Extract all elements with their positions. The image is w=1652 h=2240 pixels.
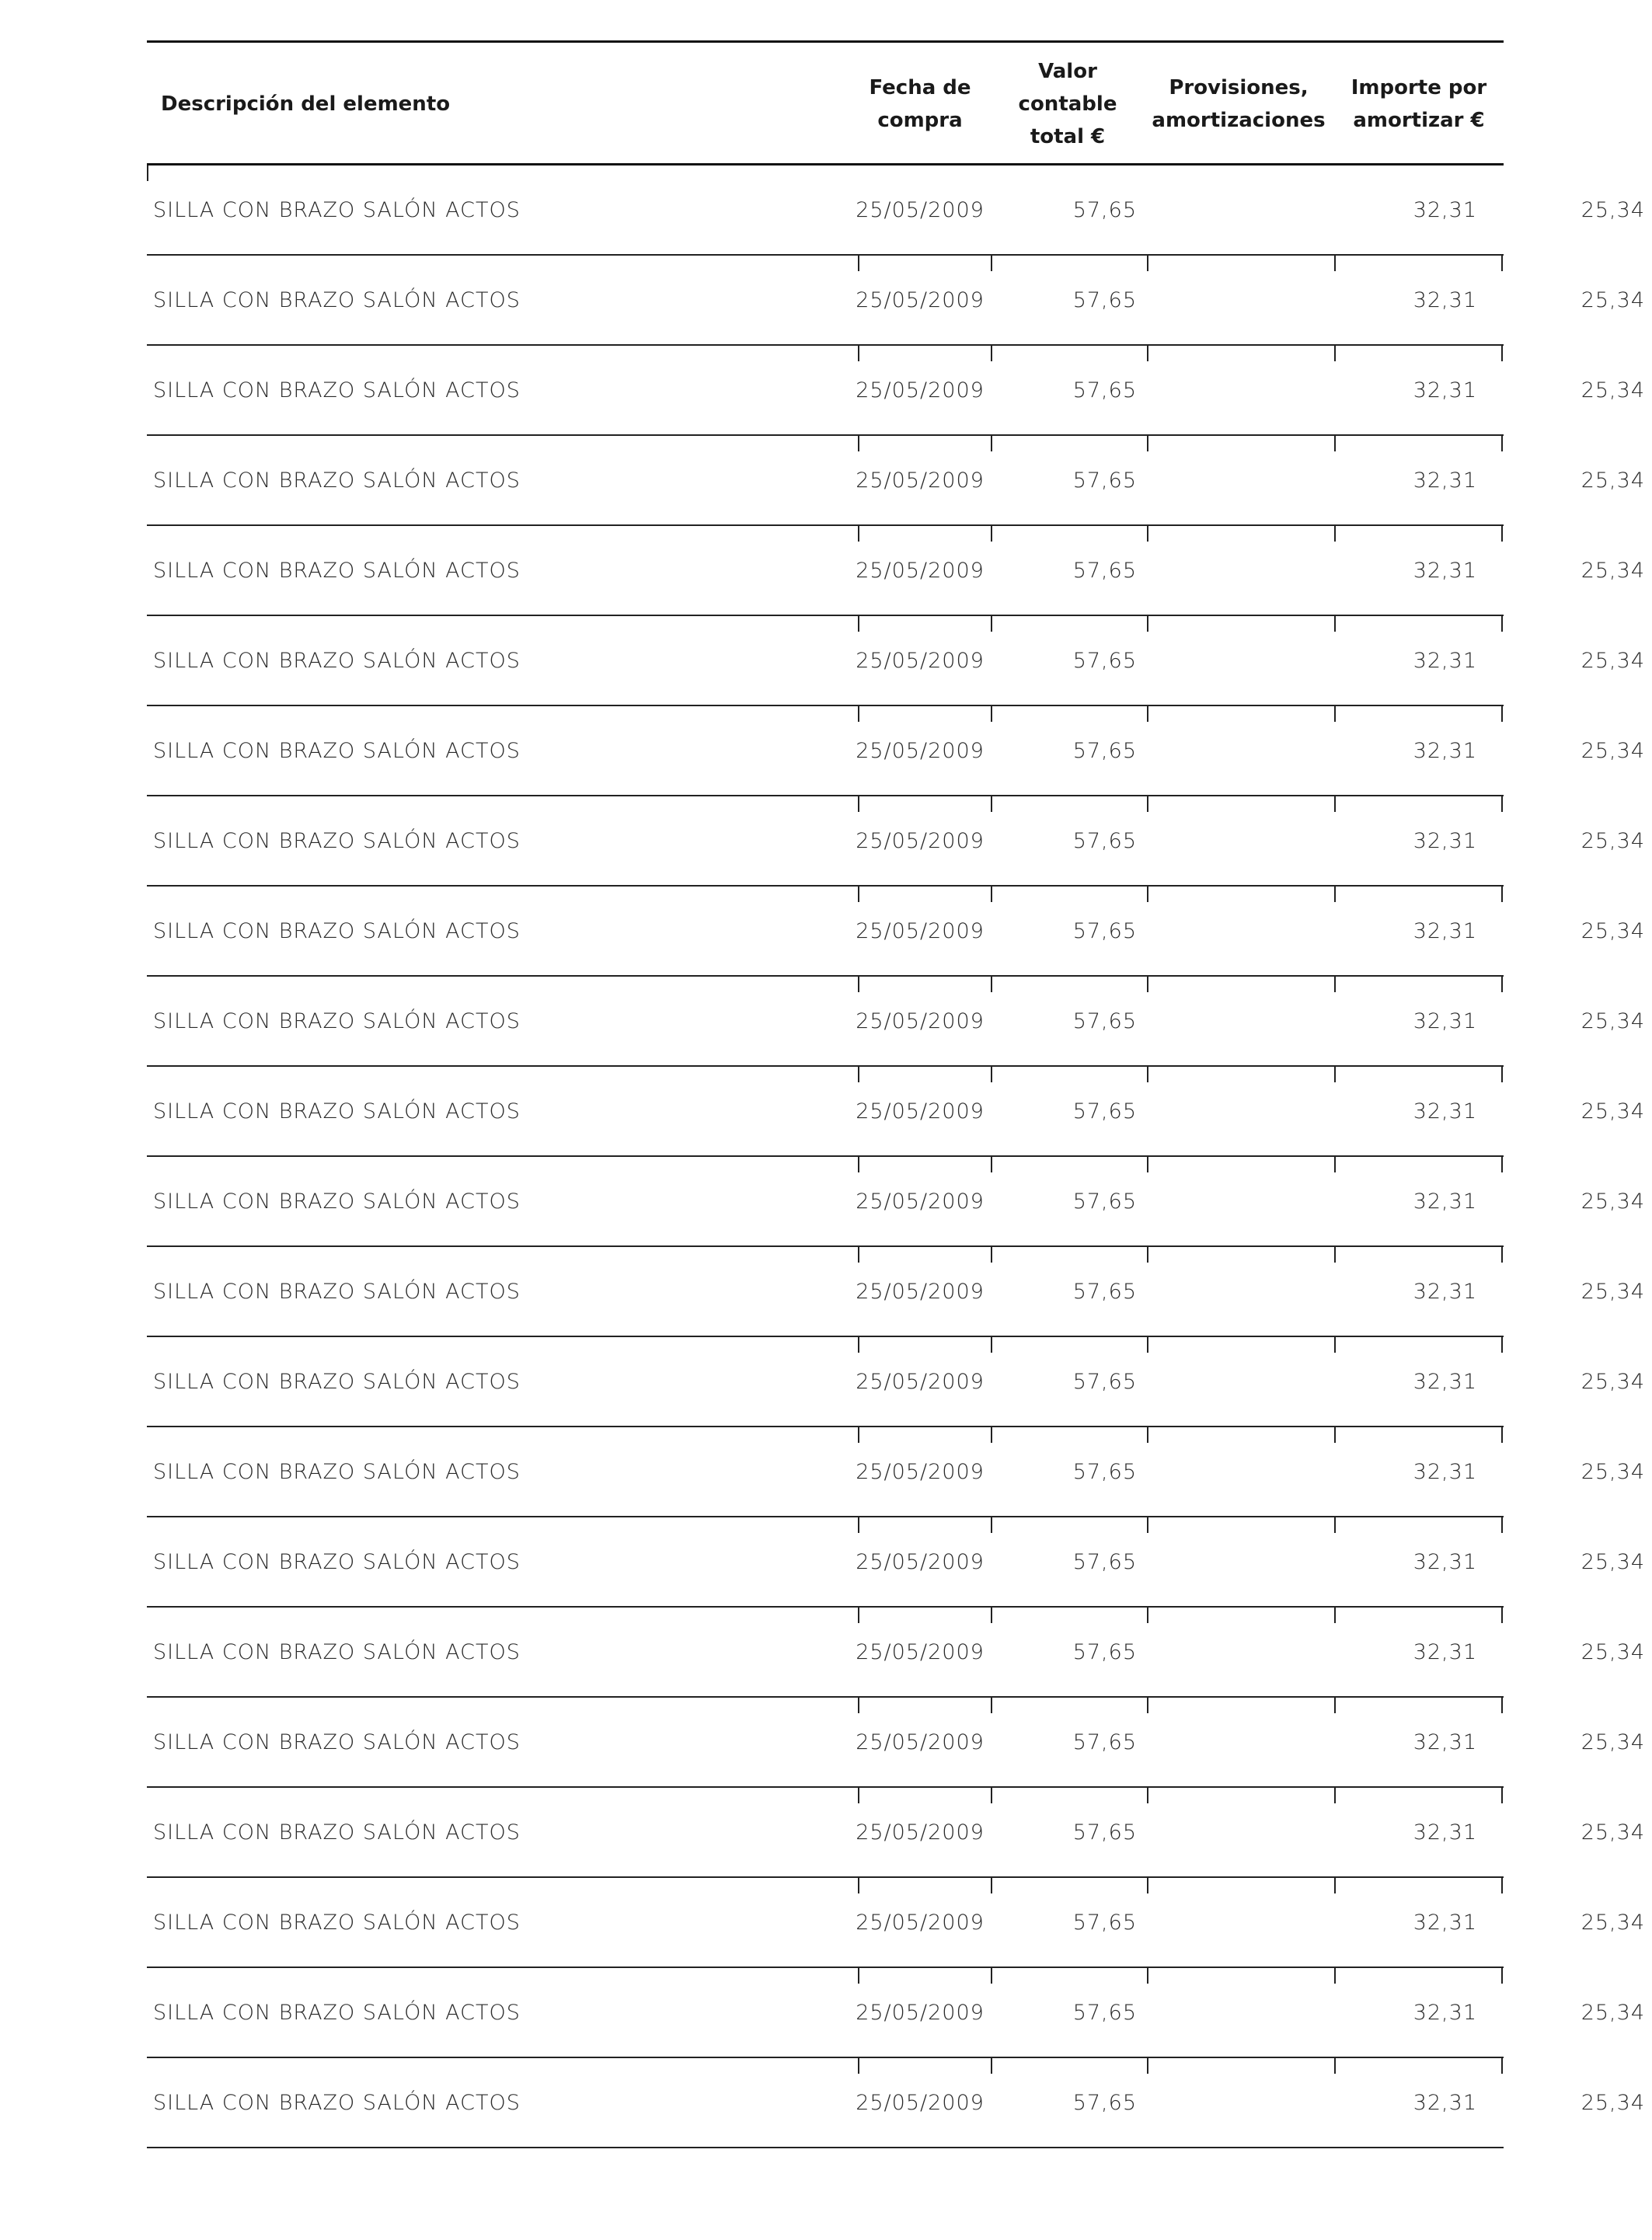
header-provisions <box>1149 43 1328 165</box>
table-row <box>147 1337 1645 1427</box>
column-separator-tick <box>991 2058 992 2074</box>
column-separator-tick <box>1147 1698 1148 1713</box>
cell-purchase-date: 25/05/2009 <box>856 468 985 493</box>
column-separator-tick <box>1334 256 1336 271</box>
cell-description: SILLA CON BRAZO SALÓN ACTOS <box>153 1820 521 1845</box>
cell-book-value: 57,65 <box>1072 2090 1137 2115</box>
column-separator-tick <box>858 1337 859 1353</box>
column-separator-tick <box>858 1878 859 1893</box>
column-separator-tick <box>991 526 992 542</box>
cell-purchase-date: 25/05/2009 <box>856 378 985 402</box>
column-separator-tick <box>1147 1878 1148 1893</box>
column-separator-tick <box>991 1067 992 1082</box>
cell-provisions: 32,31 <box>1413 378 1477 402</box>
cell-book-value: 57,65 <box>1072 738 1137 763</box>
column-separator-tick <box>1147 526 1148 542</box>
header-book-value <box>994 43 1141 165</box>
column-separator-tick <box>1147 1337 1148 1353</box>
column-separator-tick <box>1501 1517 1503 1533</box>
column-separator-tick <box>1334 1968 1336 1984</box>
cell-amount-to-amortize: 25,34 <box>1581 287 1645 312</box>
table-row <box>147 256 1645 346</box>
cell-book-value: 57,65 <box>1072 1369 1137 1394</box>
cell-provisions: 32,31 <box>1413 1189 1477 1214</box>
cell-provisions: 32,31 <box>1413 1730 1477 1754</box>
column-separator-tick <box>1334 1337 1336 1353</box>
cell-amount-to-amortize: 25,34 <box>1581 828 1645 853</box>
column-separator-tick <box>858 436 859 451</box>
column-separator-tick <box>1334 706 1336 722</box>
column-separator-tick <box>1147 1157 1148 1172</box>
cell-amount-to-amortize: 25,34 <box>1581 197 1645 222</box>
cell-purchase-date: 25/05/2009 <box>856 2090 985 2115</box>
cell-amount-to-amortize: 25,34 <box>1581 1910 1645 1935</box>
column-separator-tick <box>1334 1608 1336 1623</box>
column-separator-tick <box>1147 1067 1148 1082</box>
column-separator-tick <box>1147 1517 1148 1533</box>
column-separator-tick <box>1147 1247 1148 1263</box>
column-separator-tick <box>1334 1427 1336 1443</box>
asset-table <box>147 40 1645 2148</box>
column-separator-tick <box>1501 977 1503 992</box>
cell-provisions: 32,31 <box>1413 1549 1477 1574</box>
column-separator-tick <box>1501 526 1503 542</box>
cell-description: SILLA CON BRAZO SALÓN ACTOS <box>153 1459 521 1484</box>
cell-amount-to-amortize: 25,34 <box>1581 558 1645 583</box>
column-separator-tick <box>991 1608 992 1623</box>
table-row <box>147 887 1645 977</box>
cell-description: SILLA CON BRAZO SALÓN ACTOS <box>153 378 521 402</box>
header-amount-line2: amortizar € <box>1353 109 1485 132</box>
column-separator-tick <box>1147 1427 1148 1443</box>
cell-purchase-date: 25/05/2009 <box>856 648 985 673</box>
column-separator-tick <box>1501 1157 1503 1172</box>
cell-purchase-date: 25/05/2009 <box>856 2000 985 2025</box>
cell-book-value: 57,65 <box>1072 2000 1137 2025</box>
column-separator-tick <box>1147 2058 1148 2074</box>
table-header <box>147 40 1504 165</box>
cell-book-value: 57,65 <box>1072 1009 1137 1033</box>
cell-amount-to-amortize: 25,34 <box>1581 378 1645 402</box>
cell-provisions: 32,31 <box>1413 1910 1477 1935</box>
column-separator-tick <box>858 1157 859 1172</box>
column-separator-tick <box>1501 1878 1503 1893</box>
cell-description: SILLA CON BRAZO SALÓN ACTOS <box>153 197 521 222</box>
column-separator-tick <box>991 706 992 722</box>
cell-description: SILLA CON BRAZO SALÓN ACTOS <box>153 1099 521 1123</box>
column-separator-tick <box>1501 1608 1503 1623</box>
cell-amount-to-amortize: 25,34 <box>1581 1099 1645 1123</box>
cell-book-value: 57,65 <box>1072 378 1137 402</box>
column-separator-tick <box>858 1067 859 1082</box>
cell-book-value: 57,65 <box>1072 197 1137 222</box>
table-row <box>147 346 1645 436</box>
cell-description: SILLA CON BRAZO SALÓN ACTOS <box>153 1549 521 1574</box>
cell-description: SILLA CON BRAZO SALÓN ACTOS <box>153 1639 521 1664</box>
table-row <box>147 796 1645 887</box>
cell-book-value: 57,65 <box>1072 558 1137 583</box>
column-separator-tick <box>1501 1698 1503 1713</box>
cell-book-value: 57,65 <box>1072 828 1137 853</box>
column-separator-tick <box>1501 616 1503 632</box>
column-separator-tick <box>1147 887 1148 902</box>
cell-amount-to-amortize: 25,34 <box>1581 1459 1645 1484</box>
cell-purchase-date: 25/05/2009 <box>856 1369 985 1394</box>
cell-purchase-date: 25/05/2009 <box>856 1189 985 1214</box>
cell-amount-to-amortize: 25,34 <box>1581 1730 1645 1754</box>
column-separator-tick <box>1501 796 1503 812</box>
cell-book-value: 57,65 <box>1072 1099 1137 1123</box>
cell-description: SILLA CON BRAZO SALÓN ACTOS <box>153 1910 521 1935</box>
cell-book-value: 57,65 <box>1072 468 1137 493</box>
cell-description: SILLA CON BRAZO SALÓN ACTOS <box>153 287 521 312</box>
column-separator-tick <box>1334 1157 1336 1172</box>
cell-provisions: 32,31 <box>1413 287 1477 312</box>
column-separator-tick <box>991 346 992 361</box>
cell-provisions: 32,31 <box>1413 918 1477 943</box>
cell-provisions: 32,31 <box>1413 2090 1477 2115</box>
table-row <box>147 436 1645 526</box>
column-separator-tick <box>1334 346 1336 361</box>
cell-provisions: 32,31 <box>1413 738 1477 763</box>
column-separator-tick <box>991 1968 992 1984</box>
cell-amount-to-amortize: 25,34 <box>1581 2000 1645 2025</box>
cell-provisions: 32,31 <box>1413 2000 1477 2025</box>
cell-provisions: 32,31 <box>1413 1369 1477 1394</box>
cell-book-value: 57,65 <box>1072 1279 1137 1304</box>
column-separator-tick <box>858 1788 859 1803</box>
column-separator-tick <box>858 1698 859 1713</box>
column-separator-tick <box>991 616 992 632</box>
column-separator-tick <box>858 977 859 992</box>
column-separator-tick <box>991 1878 992 1893</box>
column-separator-tick <box>991 1517 992 1533</box>
cell-purchase-date: 25/05/2009 <box>856 1279 985 1304</box>
header-book-value-line2: contable <box>1018 92 1117 116</box>
column-separator-tick <box>1147 1608 1148 1623</box>
cell-book-value: 57,65 <box>1072 648 1137 673</box>
cell-purchase-date: 25/05/2009 <box>856 828 985 853</box>
table-row <box>147 1878 1645 1968</box>
column-separator-tick <box>991 436 992 451</box>
cell-purchase-date: 25/05/2009 <box>856 558 985 583</box>
table-body <box>147 165 1645 2148</box>
column-separator-tick <box>1501 1427 1503 1443</box>
column-separator-tick <box>1334 1247 1336 1263</box>
cell-purchase-date: 25/05/2009 <box>856 1009 985 1033</box>
column-separator-tick <box>1147 256 1148 271</box>
column-separator-tick <box>1501 887 1503 902</box>
header-provisions-line2: amortizaciones <box>1152 109 1326 132</box>
column-separator-tick <box>1147 436 1148 451</box>
column-separator-tick <box>858 2058 859 2074</box>
cell-description: SILLA CON BRAZO SALÓN ACTOS <box>153 2000 521 2025</box>
column-separator-tick <box>1147 1968 1148 1984</box>
cell-description: SILLA CON BRAZO SALÓN ACTOS <box>153 1369 521 1394</box>
column-separator-tick <box>991 256 992 271</box>
cell-description: SILLA CON BRAZO SALÓN ACTOS <box>153 1730 521 1754</box>
cell-description: SILLA CON BRAZO SALÓN ACTOS <box>153 468 521 493</box>
cell-description: SILLA CON BRAZO SALÓN ACTOS <box>153 828 521 853</box>
cell-book-value: 57,65 <box>1072 1820 1137 1845</box>
cell-amount-to-amortize: 25,34 <box>1581 1820 1645 1845</box>
column-separator-tick <box>1501 1788 1503 1803</box>
header-book-value-line1: Valor <box>1038 60 1097 83</box>
cell-description: SILLA CON BRAZO SALÓN ACTOS <box>153 1279 521 1304</box>
header-amount-to-amortize <box>1334 43 1504 165</box>
cell-provisions: 32,31 <box>1413 1639 1477 1664</box>
cell-purchase-date: 25/05/2009 <box>856 1099 985 1123</box>
column-separator-tick <box>1501 1247 1503 1263</box>
column-separator-tick <box>1334 796 1336 812</box>
header-book-value-line3: total € <box>1030 125 1106 148</box>
cell-purchase-date: 25/05/2009 <box>856 738 985 763</box>
cell-book-value: 57,65 <box>1072 1730 1137 1754</box>
column-separator-tick <box>1334 1788 1336 1803</box>
column-separator-tick <box>1147 796 1148 812</box>
cell-description: SILLA CON BRAZO SALÓN ACTOS <box>153 2090 521 2115</box>
column-separator-tick <box>1501 706 1503 722</box>
cell-book-value: 57,65 <box>1072 1910 1137 1935</box>
header-provisions-line1: Provisiones, <box>1169 76 1309 99</box>
table-row <box>147 165 1645 256</box>
column-separator-tick <box>1334 526 1336 542</box>
column-separator-tick <box>1334 1517 1336 1533</box>
column-separator-tick <box>1147 977 1148 992</box>
table-row <box>147 1247 1645 1337</box>
column-separator-tick <box>1147 706 1148 722</box>
column-separator-tick <box>991 887 992 902</box>
column-separator-tick <box>1147 1788 1148 1803</box>
table-row <box>147 1517 1645 1608</box>
cell-provisions: 32,31 <box>1413 197 1477 222</box>
cell-provisions: 32,31 <box>1413 468 1477 493</box>
table-row <box>147 977 1645 1067</box>
column-separator-tick <box>1334 1878 1336 1893</box>
cell-purchase-date: 25/05/2009 <box>856 1459 985 1484</box>
cell-amount-to-amortize: 25,34 <box>1581 1549 1645 1574</box>
column-separator-tick <box>1147 616 1148 632</box>
column-separator-tick <box>858 616 859 632</box>
table-row <box>147 706 1645 796</box>
column-separator-tick <box>858 1427 859 1443</box>
cell-book-value: 57,65 <box>1072 1189 1137 1214</box>
cell-description: SILLA CON BRAZO SALÓN ACTOS <box>153 918 521 943</box>
column-separator-tick <box>1501 1968 1503 1984</box>
cell-amount-to-amortize: 25,34 <box>1581 648 1645 673</box>
column-separator-tick <box>1334 2058 1336 2074</box>
cell-description: SILLA CON BRAZO SALÓN ACTOS <box>153 1189 521 1214</box>
column-separator-tick <box>858 1517 859 1533</box>
column-separator-tick <box>858 887 859 902</box>
cell-book-value: 57,65 <box>1072 287 1137 312</box>
column-separator-tick <box>1501 256 1503 271</box>
header-purchase-date <box>850 43 990 165</box>
column-separator-tick <box>1501 436 1503 451</box>
table-row <box>147 1608 1645 1698</box>
table-row <box>147 526 1645 616</box>
column-separator-tick <box>1501 2058 1503 2074</box>
cell-provisions: 32,31 <box>1413 828 1477 853</box>
column-separator-tick <box>1334 436 1336 451</box>
cell-purchase-date: 25/05/2009 <box>856 1820 985 1845</box>
column-separator-tick <box>858 1608 859 1623</box>
column-separator-tick <box>858 706 859 722</box>
header-description <box>161 43 782 165</box>
cell-amount-to-amortize: 25,34 <box>1581 738 1645 763</box>
column-separator-tick <box>1147 346 1148 361</box>
header-amount-line1: Importe por <box>1351 76 1487 99</box>
cell-amount-to-amortize: 25,34 <box>1581 1639 1645 1664</box>
column-separator-tick <box>991 1427 992 1443</box>
column-separator-tick <box>858 256 859 271</box>
column-separator-tick <box>858 796 859 812</box>
column-separator-tick <box>1501 1337 1503 1353</box>
cell-description: SILLA CON BRAZO SALÓN ACTOS <box>153 558 521 583</box>
table-row <box>147 1427 1645 1517</box>
column-separator-tick <box>991 1788 992 1803</box>
column-separator-tick <box>991 977 992 992</box>
column-separator-tick <box>1501 346 1503 361</box>
cell-provisions: 32,31 <box>1413 1459 1477 1484</box>
column-separator-tick <box>1501 1067 1503 1082</box>
cell-provisions: 32,31 <box>1413 1009 1477 1033</box>
column-separator-tick <box>991 1698 992 1713</box>
header-purchase-date-line1: Fecha de <box>869 76 971 99</box>
cell-provisions: 32,31 <box>1413 1099 1477 1123</box>
column-separator-tick <box>1334 977 1336 992</box>
cell-description: SILLA CON BRAZO SALÓN ACTOS <box>153 648 521 673</box>
table-row <box>147 1698 1645 1788</box>
cell-amount-to-amortize: 25,34 <box>1581 918 1645 943</box>
table-row <box>147 2058 1645 2148</box>
cell-book-value: 57,65 <box>1072 1639 1137 1664</box>
header-description-label: Descripción del elemento <box>161 92 451 116</box>
cell-purchase-date: 25/05/2009 <box>856 1910 985 1935</box>
column-separator-tick <box>1334 887 1336 902</box>
cell-purchase-date: 25/05/2009 <box>856 287 985 312</box>
column-separator-tick <box>858 1247 859 1263</box>
table-row <box>147 1157 1645 1247</box>
column-separator-tick <box>1334 1698 1336 1713</box>
cell-purchase-date: 25/05/2009 <box>856 1730 985 1754</box>
cell-purchase-date: 25/05/2009 <box>856 918 985 943</box>
cell-amount-to-amortize: 25,34 <box>1581 468 1645 493</box>
column-separator-tick <box>1334 616 1336 632</box>
column-separator-tick <box>991 1337 992 1353</box>
header-purchase-date-line2: compra <box>877 109 963 132</box>
cell-purchase-date: 25/05/2009 <box>856 197 985 222</box>
column-separator-tick <box>858 1968 859 1984</box>
column-separator-tick <box>858 346 859 361</box>
column-separator-tick <box>991 796 992 812</box>
cell-provisions: 32,31 <box>1413 1279 1477 1304</box>
cell-book-value: 57,65 <box>1072 918 1137 943</box>
table-row <box>147 616 1645 706</box>
cell-amount-to-amortize: 25,34 <box>1581 2090 1645 2115</box>
cell-purchase-date: 25/05/2009 <box>856 1549 985 1574</box>
table-row <box>147 1968 1645 2058</box>
column-separator-tick <box>1334 1067 1336 1082</box>
cell-amount-to-amortize: 25,34 <box>1581 1189 1645 1214</box>
cell-description: SILLA CON BRAZO SALÓN ACTOS <box>153 738 521 763</box>
column-separator-tick <box>991 1157 992 1172</box>
cell-purchase-date: 25/05/2009 <box>856 1639 985 1664</box>
cell-amount-to-amortize: 25,34 <box>1581 1009 1645 1033</box>
table-row <box>147 1067 1645 1157</box>
column-separator-tick <box>858 526 859 542</box>
column-separator-tick <box>991 1247 992 1263</box>
cell-book-value: 57,65 <box>1072 1459 1137 1484</box>
cell-provisions: 32,31 <box>1413 1820 1477 1845</box>
table-row <box>147 1788 1645 1878</box>
cell-amount-to-amortize: 25,34 <box>1581 1279 1645 1304</box>
cell-provisions: 32,31 <box>1413 558 1477 583</box>
cell-provisions: 32,31 <box>1413 648 1477 673</box>
cell-amount-to-amortize: 25,34 <box>1581 1369 1645 1394</box>
cell-description: SILLA CON BRAZO SALÓN ACTOS <box>153 1009 521 1033</box>
cell-book-value: 57,65 <box>1072 1549 1137 1574</box>
